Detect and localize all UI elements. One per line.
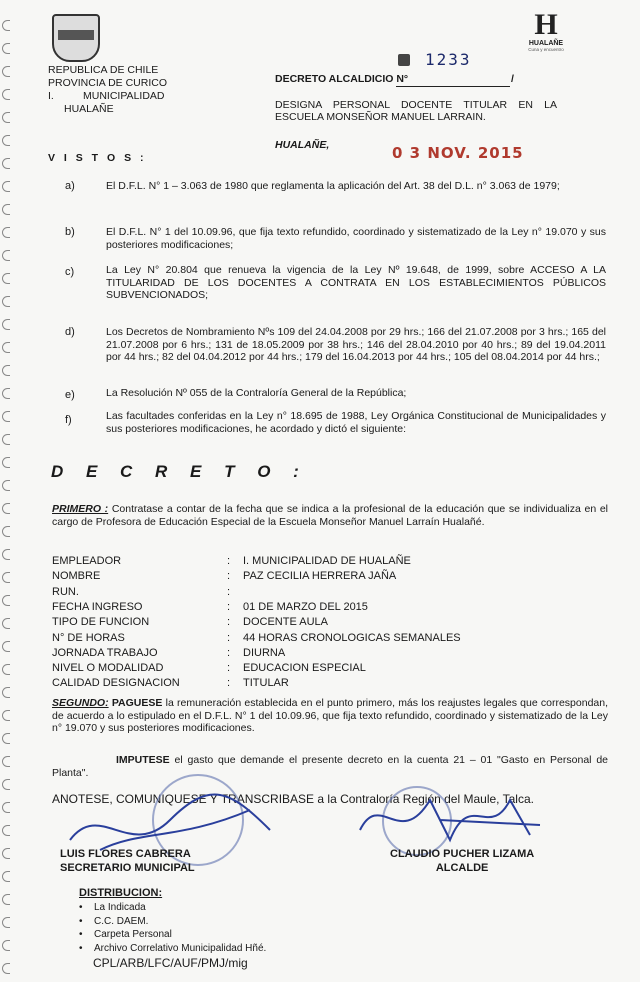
detail-label: EMPLEADOR	[52, 555, 122, 567]
binder-hole	[2, 365, 10, 376]
binder-hole	[2, 687, 10, 698]
binder-hole	[2, 480, 10, 491]
decree-suffix: /	[511, 73, 514, 85]
binder-hole	[2, 457, 10, 468]
vistos-text: El D.F.L. N° 1 del 10.09.96, que fija texto refundido, coordinado y sistematizado de la Ley n° 19.070 y sus posteriores modificaciones;	[106, 226, 606, 251]
detail-colon: :	[227, 646, 231, 659]
distribucion-item: Archivo Correlativo Municipalidad Hñé.	[94, 942, 267, 954]
binder-hole	[2, 710, 10, 721]
binder-hole	[2, 940, 10, 951]
binder-hole	[2, 20, 10, 31]
hualane-logo: H HUALAÑE Cuna y encuentro	[528, 8, 564, 52]
binder-hole	[2, 917, 10, 928]
detail-value: 01 DE MARZO DEL 2015	[243, 600, 368, 613]
imputese-text: el gasto que demande el presente decreto en la cuenta 21 – 01 "Gasto en Personal de Planta".	[52, 754, 608, 779]
detail-colon: :	[227, 662, 231, 675]
detail-label: FECHA INGRESO	[52, 600, 143, 613]
binder-hole	[2, 250, 10, 261]
imputese-bold: IMPUTESE	[116, 754, 170, 766]
binder-hole	[2, 204, 10, 215]
secretary-name: LUIS FLORES CABRERA	[60, 848, 191, 860]
detail-label: CALIDAD DESIGNACION	[52, 677, 180, 690]
primero-label: PRIMERO :	[52, 503, 109, 515]
binder-hole	[2, 434, 10, 445]
detail-value: 44 HORAS CRONOLOGICAS SEMANALES	[243, 631, 461, 644]
mayor-title: ALCALDE	[435, 862, 489, 874]
detail-value: DOCENTE AULA	[243, 616, 328, 629]
vistos-text: El D.F.L. N° 1 – 3.063 de 1980 que reglamenta la aplicación del Art. 38 del D.L. n° 3.063 de 1979;	[106, 180, 560, 192]
binder-hole	[2, 572, 10, 583]
mayor-name: CLAUDIO PUCHER LIZAMA	[390, 848, 535, 860]
detail-label: JORNADA TRABAJO	[52, 646, 158, 659]
detail-value: TITULAR	[243, 677, 289, 690]
vistos-text: Las facultades conferidas en la Ley n° 18.695 de 1988, Ley Orgánica Constitucional de Municipalidades y sus posteriores modificaciones, he acordado y dictó el siguiente:	[106, 410, 606, 435]
binder-hole	[2, 342, 10, 353]
binder-hole	[2, 227, 10, 238]
primero-paragraph	[52, 503, 608, 528]
detail-label: TIPO DE FUNCION	[52, 616, 150, 629]
detail-colon: :	[227, 570, 231, 583]
detail-value: I. MUNICIPALIDAD DE HUALAÑE	[243, 555, 411, 567]
distribucion-title: DISTRIBUCION:	[79, 887, 163, 899]
bullet-icon: •	[79, 942, 83, 954]
binder-hole	[2, 89, 10, 100]
decree-number-line	[396, 86, 510, 87]
detail-colon: :	[227, 631, 231, 644]
binder-hole	[2, 135, 10, 146]
binder-hole	[2, 894, 10, 905]
binder-hole	[2, 43, 10, 54]
binder-hole	[2, 112, 10, 123]
detail-value: EDUCACION ESPECIAL	[243, 662, 366, 675]
mayor-signature	[390, 847, 534, 875]
decree-label: DECRETO ALCALDICIO N°	[275, 73, 409, 85]
bullet-icon: •	[79, 929, 83, 940]
detail-colon: :	[227, 585, 231, 598]
binder-hole	[2, 825, 10, 836]
binder-hole	[2, 779, 10, 790]
reference-code: CPL/ARB/LFC/AUF/PMJ/mig	[93, 956, 248, 970]
secretary-title: SECRETARIO MUNICIPAL	[60, 862, 195, 874]
binder-hole	[2, 181, 10, 192]
binder-hole	[2, 319, 10, 330]
imputese-paragraph	[52, 754, 608, 779]
vistos-text: La Ley N° 20.804 que renueva la vigencia de la Ley Nº 19.648, de 1999, sobre ACCESO A LA TITULARIDAD DE LOS DOCENTES A CONTRATA EN LOS ESTABLECIMIENTOS PÚBLICOS SUBVENCIONADOS;	[106, 264, 606, 301]
detail-colon: :	[227, 616, 231, 629]
vistos-letter: f)	[65, 414, 72, 426]
binder-hole	[2, 802, 10, 813]
binder-hole	[2, 411, 10, 422]
place: HUALAÑE,	[275, 139, 330, 151]
distribucion-item: La Indicada	[94, 902, 146, 913]
vistos-letter: c)	[65, 266, 75, 278]
primero-text: Contratase a contar de la fecha que se indica a la profesional de la educación que se individualiza en el cargo de Profesora de Educación Especial de la Escuela Monseñor Manuel Larraín Hualañé.	[52, 503, 608, 528]
detail-label: RUN.	[52, 585, 79, 598]
binder-hole	[2, 388, 10, 399]
binder-hole	[2, 158, 10, 169]
vistos-text: Los Decretos de Nombramiento Nºs 109 del 24.04.2008 por 29 hrs.; 166 del 21.07.2008 por 3 hrs.; 165 del 21.07.2008 por 6 hrs.; 131 de 18.05.2009 por 38 hrs.; 146 del 28.04.2010 por 40 hrs.; 89 del 19.04.2011 por 44 hrs.; 82 del 04.04.2012 por 44 hrs.; 179 del 16.04.2013 por 44 hrs.; 105 del 08.04.2014 por 44 hrs.;	[106, 326, 606, 363]
binder-holes	[0, 0, 12, 982]
binder-hole	[2, 871, 10, 882]
detail-label: NIVEL O MODALIDAD	[52, 662, 164, 675]
municipal-crest	[52, 14, 100, 62]
detail-value: DIURNA	[243, 646, 286, 659]
decree-number-handwritten: 1233	[425, 50, 472, 69]
binder-hole	[2, 273, 10, 284]
binder-hole	[2, 296, 10, 307]
detail-colon: :	[227, 677, 231, 690]
distribucion-item: C.C. DAEM.	[94, 915, 149, 927]
binder-hole	[2, 595, 10, 606]
issuer-block: REPUBLICA DE CHILE PROVINCIA DE CURICO I. MUNICIPALIDAD HUALAÑE	[48, 64, 168, 115]
stamp-mark	[398, 54, 410, 66]
detail-colon: :	[227, 555, 231, 567]
binder-hole	[2, 664, 10, 675]
vistos-letter: a)	[65, 180, 75, 192]
bullet-icon: •	[79, 902, 83, 913]
decree-subject: DESIGNA PERSONAL DOCENTE TITULAR EN LA ESCUELA MONSEÑOR MANUEL LARRAIN.	[275, 99, 557, 123]
binder-hole	[2, 963, 10, 974]
binder-hole	[2, 618, 10, 629]
detail-value: PAZ CECILIA HERRERA JAÑA	[243, 570, 397, 583]
detail-colon: :	[227, 600, 231, 613]
binder-hole	[2, 848, 10, 859]
bullet-icon: •	[79, 915, 83, 927]
binder-hole	[2, 503, 10, 514]
distribucion-item: Carpeta Personal	[94, 929, 172, 940]
anotese-line: ANOTESE, COMUNIQUESE Y TRANSCRIBASE a la Contraloría Región del Maule, Talca.	[52, 792, 534, 806]
decreto-title: D E C R E T O :	[51, 462, 308, 481]
binder-hole	[2, 733, 10, 744]
binder-hole	[2, 756, 10, 767]
segundo-paragraph	[52, 697, 608, 735]
binder-hole	[2, 549, 10, 560]
secretary-signature	[60, 847, 195, 875]
vistos-letter: b)	[65, 226, 75, 238]
segundo-bold: PAGUESE	[111, 697, 163, 709]
vistos-letter: e)	[65, 389, 75, 401]
detail-label: NOMBRE	[52, 570, 101, 583]
date-stamp: 0 3 NOV. 2015	[392, 144, 524, 162]
vistos-letter: d)	[65, 326, 75, 338]
vistos-title: V I S T O S :	[48, 152, 147, 164]
segundo-text: la remuneración establecida en el punto primero, más los reajustes legales que correspondan, de acuerdo a lo estipulado en el D.F.L. N° 1 del 10.09.96, que fija texto refundido, coordinado y sistematizado de la Ley n° 19.070 y sus posteriores modificaciones.	[52, 697, 609, 734]
vistos-text: La Resolución Nº 055 de la Contraloría General de la República;	[106, 387, 407, 399]
binder-hole	[2, 641, 10, 652]
segundo-label: SEGUNDO:	[52, 697, 109, 709]
binder-hole	[2, 526, 10, 537]
detail-label: N° DE HORAS	[52, 631, 125, 644]
binder-hole	[2, 66, 10, 77]
